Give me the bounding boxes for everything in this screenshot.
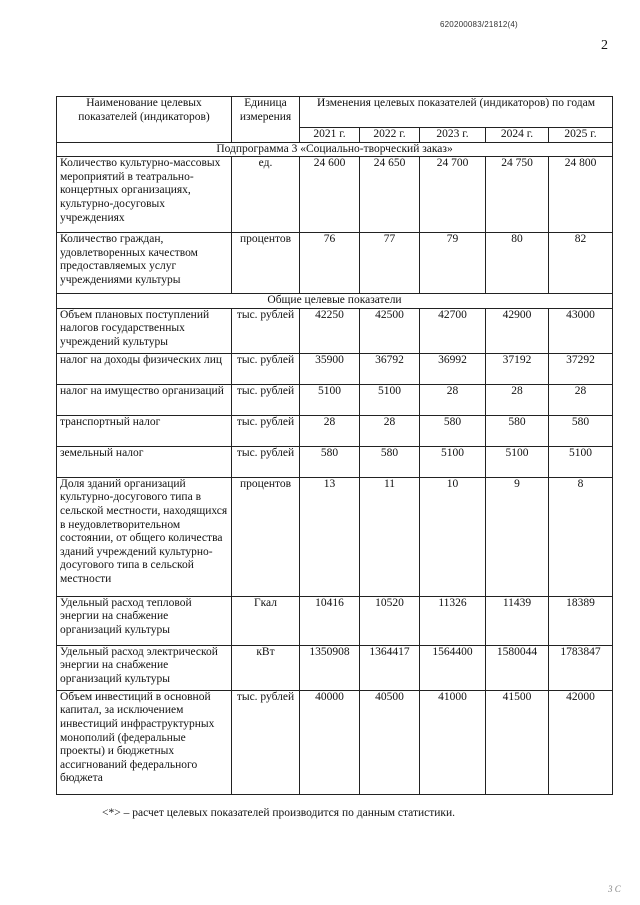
indicator-value: 37192 xyxy=(486,353,549,384)
indicator-unit: кВт xyxy=(232,645,300,690)
table-row xyxy=(57,446,613,477)
indicator-name: Объем плановых поступлений налогов государственных учреждений культуры xyxy=(57,308,232,353)
table-row xyxy=(57,596,613,645)
table-row xyxy=(57,645,613,690)
footnote: <*> – расчет целевых показателей производится по данным статистики. xyxy=(102,807,456,819)
table-row xyxy=(57,308,613,353)
table-row xyxy=(57,384,613,415)
indicator-value: 28 xyxy=(486,384,549,415)
indicator-unit: тыс. рублей xyxy=(232,690,300,794)
corner-handwritten-mark: 3 С xyxy=(608,884,621,894)
indicator-name: земельный налог xyxy=(57,446,232,477)
indicator-value: 36992 xyxy=(420,353,486,384)
indicator-name: Количество граждан, удовлетворенных качеством предоставляемых услуг учреждениями культуры xyxy=(57,233,232,294)
indicator-name: налог на доходы физических лиц xyxy=(57,353,232,384)
indicator-value: 24 800 xyxy=(549,157,613,233)
indicator-value: 42900 xyxy=(486,308,549,353)
indicator-value: 5100 xyxy=(360,384,420,415)
indicator-value: 80 xyxy=(486,233,549,294)
indicator-value: 10520 xyxy=(360,596,420,645)
indicator-value: 13 xyxy=(300,477,360,596)
indicator-value: 28 xyxy=(549,384,613,415)
indicator-value: 41500 xyxy=(486,690,549,794)
indicator-name: Доля зданий организаций культурно-досугового типа в сельской местности, находящихся в неудовлетворительном состоянии, от общего количества зданий учреждений культурно-досугового типа в сельской местности xyxy=(57,477,232,596)
indicator-value: 11326 xyxy=(420,596,486,645)
indicator-name: Удельный расход тепловой энергии на снабжение организаций культуры xyxy=(57,596,232,645)
indicator-value: 5100 xyxy=(486,446,549,477)
indicator-value: 37292 xyxy=(549,353,613,384)
table-row xyxy=(57,233,613,294)
indicator-value: 28 xyxy=(360,415,420,446)
indicator-value: 36792 xyxy=(360,353,420,384)
indicator-unit: ед. xyxy=(232,157,300,233)
document-code: 620200083/21812(4) xyxy=(440,20,518,29)
indicator-value: 42000 xyxy=(549,690,613,794)
indicator-value: 40500 xyxy=(360,690,420,794)
header-changes-by-year: Изменения целевых показателей (индикаторов) по годам xyxy=(300,97,613,128)
indicator-value: 41000 xyxy=(420,690,486,794)
indicator-value: 11 xyxy=(360,477,420,596)
indicator-value: 28 xyxy=(300,415,360,446)
indicator-value: 42250 xyxy=(300,308,360,353)
indicator-value: 10 xyxy=(420,477,486,596)
indicator-value: 9 xyxy=(486,477,549,596)
indicator-value: 40000 xyxy=(300,690,360,794)
indicator-value: 1580044 xyxy=(486,645,549,690)
indicator-value: 11439 xyxy=(486,596,549,645)
indicator-unit: тыс. рублей xyxy=(232,446,300,477)
indicator-value: 24 700 xyxy=(420,157,486,233)
indicator-value: 5100 xyxy=(549,446,613,477)
indicator-value: 10416 xyxy=(300,596,360,645)
indicator-value: 82 xyxy=(549,233,613,294)
header-indicator-name: Наименование целевых показателей (индикаторов) xyxy=(57,97,232,143)
header-year: 2022 г. xyxy=(360,128,420,143)
indicator-name: Объем инвестиций в основной капитал, за исключением инвестиций инфраструктурных монополий (федеральные проекты) и бюджетных ассигнований федерального бюджета xyxy=(57,690,232,794)
indicator-value: 1350908 xyxy=(300,645,360,690)
section-title: Общие целевые показатели xyxy=(57,294,613,309)
header-year: 2025 г. xyxy=(549,128,613,143)
indicator-value: 24 750 xyxy=(486,157,549,233)
section-title: Подпрограмма 3 «Социально-творческий заказ» xyxy=(57,142,613,157)
indicator-value: 580 xyxy=(549,415,613,446)
indicator-name: Удельный расход электрической энергии на снабжение организаций культуры xyxy=(57,645,232,690)
table-row xyxy=(57,690,613,794)
indicator-value: 1783847 xyxy=(549,645,613,690)
header-year: 2021 г. xyxy=(300,128,360,143)
indicator-name: транспортный налог xyxy=(57,415,232,446)
indicator-unit: процентов xyxy=(232,233,300,294)
indicator-name: Количество культурно-массовых мероприятий в театрально-концертных организациях, культурно-досуговых учреждениях xyxy=(57,157,232,233)
header-year: 2024 г. xyxy=(486,128,549,143)
header-year: 2023 г. xyxy=(420,128,486,143)
indicator-unit: тыс. рублей xyxy=(232,308,300,353)
indicators-table xyxy=(56,96,613,795)
indicator-value: 5100 xyxy=(420,446,486,477)
indicator-unit: процентов xyxy=(232,477,300,596)
header-unit: Единица измерения xyxy=(232,97,300,143)
indicator-value: 5100 xyxy=(300,384,360,415)
indicator-value: 76 xyxy=(300,233,360,294)
indicator-unit: тыс. рублей xyxy=(232,384,300,415)
indicator-value: 79 xyxy=(420,233,486,294)
indicator-unit: Гкал xyxy=(232,596,300,645)
table-row xyxy=(57,157,613,233)
indicator-value: 43000 xyxy=(549,308,613,353)
indicator-unit: тыс. рублей xyxy=(232,353,300,384)
indicator-value: 18389 xyxy=(549,596,613,645)
indicator-value: 35900 xyxy=(300,353,360,384)
indicator-value: 1564400 xyxy=(420,645,486,690)
table-row xyxy=(57,353,613,384)
indicator-value: 580 xyxy=(360,446,420,477)
indicator-value: 580 xyxy=(486,415,549,446)
indicator-value: 580 xyxy=(420,415,486,446)
indicator-value: 42700 xyxy=(420,308,486,353)
indicator-value: 8 xyxy=(549,477,613,596)
indicator-value: 1364417 xyxy=(360,645,420,690)
indicator-value: 24 650 xyxy=(360,157,420,233)
table-row xyxy=(57,477,613,596)
indicator-value: 24 600 xyxy=(300,157,360,233)
indicator-value: 28 xyxy=(420,384,486,415)
indicator-name: налог на имущество организаций xyxy=(57,384,232,415)
page-number: 2 xyxy=(601,38,608,53)
indicator-value: 77 xyxy=(360,233,420,294)
indicator-value: 580 xyxy=(300,446,360,477)
table-row xyxy=(57,415,613,446)
indicator-value: 42500 xyxy=(360,308,420,353)
indicator-unit: тыс. рублей xyxy=(232,415,300,446)
